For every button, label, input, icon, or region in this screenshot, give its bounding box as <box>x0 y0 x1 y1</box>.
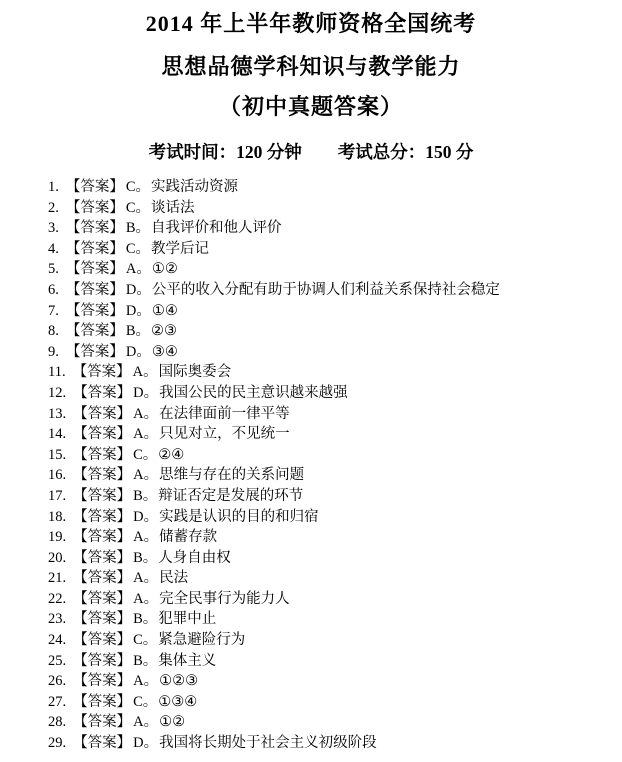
answer-item-4 <box>48 239 622 260</box>
answer-label: 【答案】 <box>73 467 132 484</box>
answer-choice-letter: A。 <box>133 467 159 484</box>
answer-number: 11. <box>48 364 66 381</box>
answer-item-23 <box>48 609 622 630</box>
answer-choice-letter: A。 <box>133 426 159 443</box>
answer-number: 2. <box>48 199 59 216</box>
answer-number: 14. <box>48 426 67 443</box>
answer-item-25 <box>48 651 622 672</box>
answer-text: 实践是认识的目的和归宿 <box>159 508 319 525</box>
answer-label: 【答案】 <box>73 652 132 669</box>
answer-text: 思维与存在的关系问题 <box>159 467 305 484</box>
answer-label: 【答案】 <box>73 570 132 587</box>
answer-choice-letter: C。 <box>125 179 151 195</box>
answer-text: 紧急避险行为 <box>158 632 246 649</box>
answer-list <box>0 177 622 754</box>
answer-choice-letter: A。 <box>133 590 159 607</box>
answer-text: 在法律面前一律平等 <box>159 405 290 422</box>
answer-number: 6. <box>48 281 59 298</box>
answer-label: 【答案】 <box>73 590 132 607</box>
answer-text: 国际奥委会 <box>158 364 232 381</box>
answer-number: 16. <box>48 467 67 484</box>
answer-number: 3. <box>48 220 59 237</box>
answer-label: 【答案】 <box>65 240 124 257</box>
answer-label: 【答案】 <box>73 693 132 710</box>
answer-choice-letter: D。 <box>133 735 159 752</box>
answer-item-24 <box>48 630 622 651</box>
answer-item-21 <box>48 568 622 589</box>
answer-number: 23. <box>48 611 67 628</box>
answer-text: 犯罪中止 <box>158 611 217 628</box>
answer-number: 8. <box>48 323 59 340</box>
answer-number: 24. <box>48 632 67 649</box>
answer-item-13 <box>48 404 622 425</box>
answer-number: 18. <box>48 508 67 525</box>
exam-time-text: 考试时间：120 分钟 <box>148 142 302 162</box>
answer-item-26 <box>48 671 622 692</box>
answer-item-16 <box>48 465 622 486</box>
answer-item-17 <box>48 486 622 507</box>
answer-choice-letter: C。 <box>133 446 158 463</box>
answer-choice-letter: C。 <box>133 632 158 649</box>
answer-choice-letter: A。 <box>125 261 151 278</box>
page-title-line2: 思想品德学科知识与教学能力 <box>161 54 461 79</box>
answer-text: ①③④ <box>158 693 198 710</box>
answer-text: 自我评价和他人评价 <box>151 220 282 237</box>
answer-label: 【答案】 <box>73 611 132 628</box>
answer-number: 7. <box>48 302 59 319</box>
answer-choice-letter: A。 <box>133 714 159 731</box>
exam-total-score-text: 考试总分：150 分 <box>337 142 474 162</box>
answer-text: 辩证否定是发展的环节 <box>158 487 304 504</box>
page-title-line1: 2014 年上半年教师资格全国统考 <box>145 11 477 36</box>
answer-text: 民法 <box>159 570 189 587</box>
answer-label: 【答案】 <box>65 179 124 195</box>
answer-item-29 <box>48 733 622 754</box>
answer-item-12 <box>48 383 622 404</box>
answer-choice-letter: B。 <box>125 220 151 237</box>
answer-label: 【答案】 <box>73 549 132 566</box>
answer-choice-letter: B。 <box>133 652 158 669</box>
answer-label: 【答案】 <box>65 220 124 237</box>
answer-choice-letter: A。 <box>133 529 159 546</box>
answer-label: 【答案】 <box>73 529 132 546</box>
answer-choice-letter: B。 <box>125 323 151 340</box>
answer-text: ③④ <box>151 343 178 360</box>
answer-choice-letter: A。 <box>132 364 158 381</box>
answer-number: 17. <box>48 487 67 504</box>
answer-number: 28. <box>48 714 67 731</box>
answer-choice-letter: D。 <box>125 343 151 360</box>
answer-label: 【答案】 <box>65 323 124 340</box>
answer-item-3 <box>48 218 622 239</box>
answer-label: 【答案】 <box>73 426 132 443</box>
answer-label: 【答案】 <box>65 302 124 319</box>
answer-number: 5. <box>48 261 59 278</box>
answer-label: 【答案】 <box>72 364 131 381</box>
answer-label: 【答案】 <box>73 735 132 752</box>
answer-item-19 <box>48 527 622 548</box>
answer-choice-letter: B。 <box>133 487 158 504</box>
answer-item-27 <box>48 692 622 713</box>
answer-text: ①② <box>159 714 186 731</box>
answer-number: 15. <box>48 446 67 463</box>
answer-number: 26. <box>48 673 67 690</box>
answer-label: 【答案】 <box>73 384 132 401</box>
answer-number: 19. <box>48 529 67 546</box>
answer-text: 人身自由权 <box>158 549 231 566</box>
answer-number: 4. <box>48 240 59 257</box>
answer-label: 【答案】 <box>65 261 124 278</box>
answer-label: 【答案】 <box>73 446 132 463</box>
answer-text: 完全民事行为能力人 <box>159 590 290 607</box>
answer-item-22 <box>48 589 622 610</box>
answer-number: 13. <box>48 405 67 422</box>
answer-number: 25. <box>48 652 67 669</box>
answer-label: 【答案】 <box>73 405 132 422</box>
answer-label: 【答案】 <box>65 343 124 360</box>
answer-label: 【答案】 <box>65 281 124 298</box>
answer-text: 公平的收入分配有助于协调人们利益关系保持社会稳定 <box>151 281 500 298</box>
answer-item-2 <box>48 198 622 219</box>
answer-item-5 <box>48 259 622 280</box>
answer-number: 1. <box>48 179 59 195</box>
exam-info-line <box>0 142 622 163</box>
answer-item-15 <box>48 445 622 466</box>
answer-choice-letter: B。 <box>133 549 158 566</box>
answer-number: 21. <box>48 570 67 587</box>
answer-text: ②③ <box>151 323 178 340</box>
answer-number: 12. <box>48 384 67 401</box>
answer-text: ②④ <box>158 446 185 463</box>
answer-choice-letter: A。 <box>133 673 159 690</box>
answer-choice-letter: C。 <box>133 693 158 710</box>
answer-text: 谈话法 <box>151 199 195 216</box>
answer-text: 教学后记 <box>151 240 210 257</box>
answer-number: 9. <box>48 343 59 360</box>
answer-number: 20. <box>48 549 67 566</box>
answer-item-11 <box>48 362 622 383</box>
answer-text: 集体主义 <box>158 652 217 669</box>
answer-text: ①② <box>151 261 178 278</box>
answer-item-14 <box>48 424 622 445</box>
answer-text: 储蓄存款 <box>159 529 218 546</box>
answer-text: ①②③ <box>159 673 199 690</box>
answer-choice-letter: C。 <box>125 199 151 216</box>
page-title-line3: （初中真题答案） <box>218 94 403 119</box>
answer-item-6 <box>48 280 622 301</box>
answer-text: 实践活动资源 <box>151 179 239 195</box>
answer-number: 29. <box>48 735 67 752</box>
answer-choice-letter: C。 <box>125 240 151 257</box>
answer-item-9 <box>48 342 622 363</box>
answer-text: ①④ <box>151 302 178 319</box>
answer-text: 我国将长期处于社会主义初级阶段 <box>159 735 377 752</box>
answer-choice-letter: D。 <box>133 384 159 401</box>
answer-label: 【答案】 <box>73 487 132 504</box>
answer-item-1 <box>48 177 622 198</box>
answer-label: 【答案】 <box>65 199 124 216</box>
answer-text: 我国公民的民主意识越来越强 <box>159 384 348 401</box>
answer-item-28 <box>48 712 622 733</box>
answer-choice-letter: D。 <box>125 281 151 298</box>
answer-label: 【答案】 <box>73 508 132 525</box>
answer-choice-letter: D。 <box>133 508 159 525</box>
answer-item-20 <box>48 548 622 569</box>
answer-label: 【答案】 <box>73 632 132 649</box>
answer-item-8 <box>48 321 622 342</box>
answer-choice-letter: A。 <box>133 405 159 422</box>
answer-choice-letter: B。 <box>133 611 158 628</box>
answer-text: 只见对立，不见统一 <box>159 426 290 443</box>
answer-item-7 <box>48 301 622 322</box>
answer-choice-letter: A。 <box>133 570 159 587</box>
answer-label: 【答案】 <box>73 714 132 731</box>
answer-item-18 <box>48 507 622 528</box>
answer-number: 22. <box>48 590 67 607</box>
answer-label: 【答案】 <box>73 673 132 690</box>
answer-choice-letter: D。 <box>125 302 151 319</box>
answer-number: 27. <box>48 693 67 710</box>
